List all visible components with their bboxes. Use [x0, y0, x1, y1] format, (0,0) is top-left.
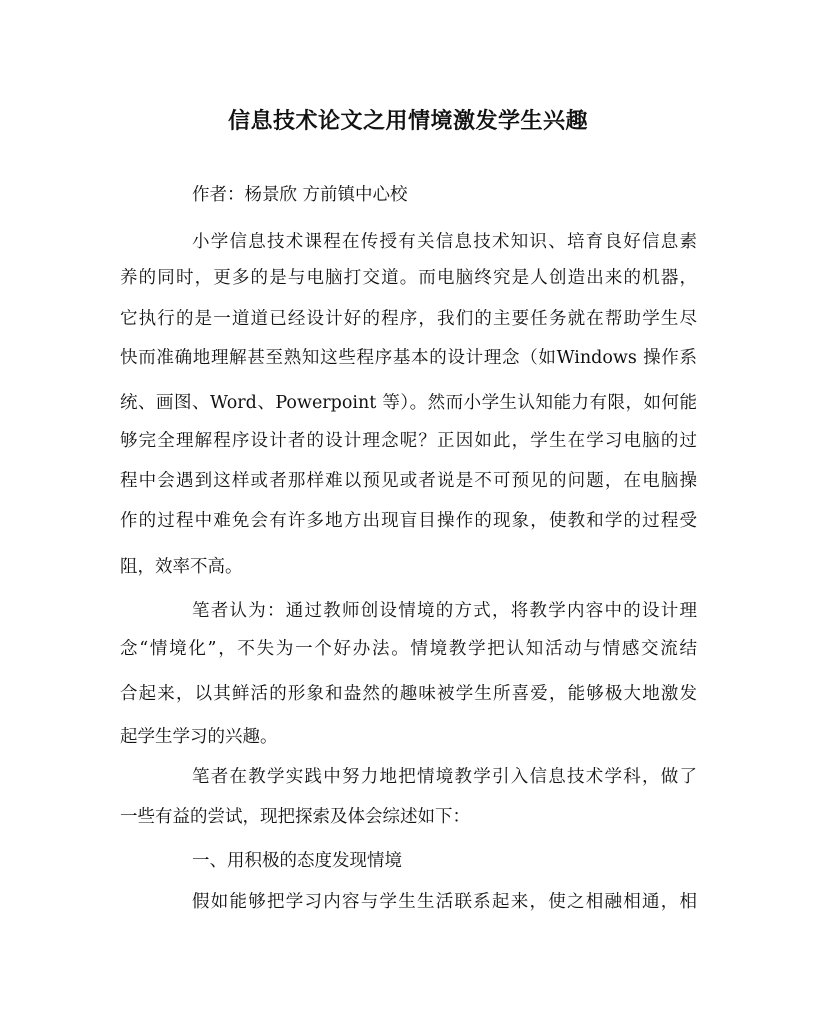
document-title: 信息技术论文之用情境激发学生兴趣: [227, 109, 588, 134]
paragraph-2-line-1: 笔者认为：通过教师创设情境的方式，将教学内容中的设计理: [192, 601, 697, 621]
paragraph-1-line-4: 快而准确地理解甚至熟知这些程序基本的设计理念（如Windows 操作系: [120, 348, 697, 368]
paragraph-1-line-5: 统、画图、Word、Powerpoint 等）。然而小学生认知能力有限，如何能: [120, 393, 697, 413]
paragraph-1-line-6: 够完全理解程序设计者的设计理念呢？正因如此，学生在学习电脑的过: [120, 431, 697, 451]
section-heading: 一、用积极的态度发现情境: [192, 851, 402, 871]
paragraph-2-line-3: 合起来，以其鲜活的形象和盎然的趣味被学生所喜爱，能够极大地激发: [120, 684, 697, 704]
paragraph-3-line-2: 一些有益的尝试，现把探索及体会综述如下：: [120, 807, 470, 827]
paragraph-1-line-9: 阻，效率不高。: [120, 557, 243, 577]
paragraph-3-line-1: 笔者在教学实践中努力地把情境教学引入信息技术学科，做了: [192, 767, 697, 787]
paragraph-2-line-2: 念“情境化”，不失为一个好办法。情境教学把认知活动与情感交流结: [120, 639, 697, 659]
paragraph-1-line-3: 它执行的是一道道已经设计好的程序，我们的主要任务就在帮助学生尽: [120, 309, 697, 329]
author-line: 作者：杨景欣 方前镇中心校: [192, 185, 408, 205]
paragraph-1-line-8: 作的过程中难免会有许多地方出现盲目操作的现象，使教和学的过程受: [120, 511, 697, 531]
paragraph-2-line-4: 起学生学习的兴趣。: [120, 727, 278, 747]
paragraph-1-line-1: 小学信息技术课程在传授有关信息技术知识、培育良好信息素: [192, 232, 697, 252]
paragraph-1-line-7: 程中会遇到这样或者那样难以预见或者说是不可预见的问题，在电脑操: [120, 471, 697, 491]
paragraph-1-line-2: 养的同时，更多的是与电脑打交道。而电脑终究是人创造出来的机器，: [120, 268, 697, 288]
paragraph-4-line-1: 假如能够把学习内容与学生生活联系起来，使之相融相通，相: [192, 892, 697, 912]
